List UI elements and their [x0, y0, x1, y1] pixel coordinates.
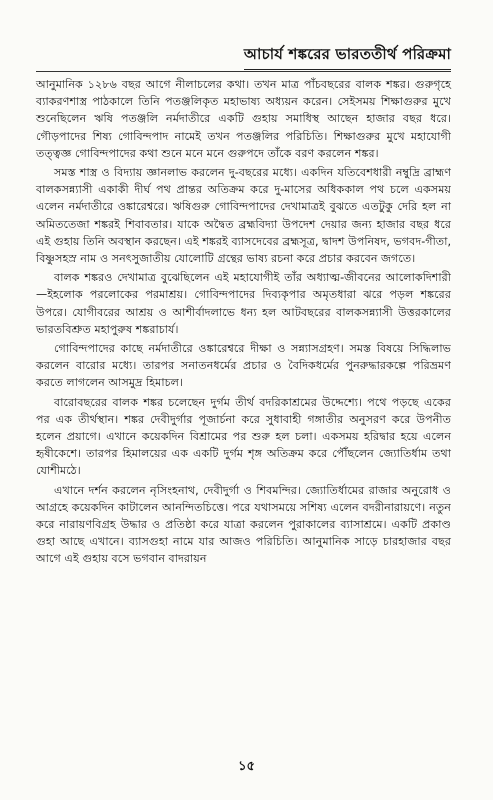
paragraph-1: আনুমানিক ১২৮৬ বছর আগে নীলাচলের কথা। তখন মাত্র পাঁচবছরের বালক শঙ্কর। গুরুগৃহে ব্যাকরণশাস্ত্র পাঠকালে তিনি পতঞ্জলিকৃত মহাভাষ্য অধ্যয়ন করেন। সেইসময় শিক্ষাগুরুর মুখে শুনেছিলেন ঋষি পতঞ্জলি নর্মদাতীরে একটি গুহায় সমাধিস্থ আছেন হাজার বছর ধরে। গৌড়পাদের শিষ্য গোবিন্দপাদ নামেই তখন পতঞ্জলির পরিচিতি। শিক্ষাগুরুর মুখে মহাযোগী তত্ত্বজ্ঞ গোবিন্দপাদের কথা শুনে মনে মনে গুরুপদে তাঁকে বরণ করলেন শঙ্কর।	[36, 78, 451, 160]
body-text	[36, 76, 451, 570]
page-number: ১৫	[238, 759, 255, 774]
header-rule	[36, 71, 451, 72]
paragraph-6: এখানে দর্শন করলেন নৃসিংহনাথ, দেবীদুর্গা ও শিবমন্দির। জ্যোতির্ধামের রাজার অনুরোধ ও আগ্রহে কয়েকদিন কাটালেন আনন্দিতচিত্তে। পরে যথাসময়ে সশিষ্য এলেন বদরীনারায়ণে। নতুন করে নারায়ণবিগ্রহ উদ্ধার ও প্রতিষ্ঠা করে যাত্রা করলেন পুরাকালের ব্যাসাশ্রমে। একটি প্রকাণ্ড গুহা আছে এখানে। ব্যাসগুহা নামে যার আজও পরিচিতি। আনুমানিক সাড়ে চারহাজার বছর আগে এই গুহায় বসে ভগবান বাদরায়ন	[36, 483, 451, 566]
paragraph-4: গোবিন্দপাদের কাছে নর্মদাতীরে ওঙ্কারেশ্বরে দীক্ষা ও সন্ন্যাসগ্রহণ। সমস্ত বিষয়ে সিদ্ধিলাভ করলেন বারোর মধ্যে। তারপর সনাতনধর্মের প্রচার ও বৈদিকধর্মের পুনরুদ্ধারকল্পে পরিভ্রমণ করতে লাগলেন আসমুদ্র হিমাচল।	[36, 342, 451, 390]
paragraph-5: বারোবছরের বালক শঙ্কর চলেছেন দুর্গম তীর্থ বদরিকাশ্রমের উদ্দেশ্যে। পথে পড়ছে একের পর এক তীর্থস্থান। শঙ্কর দেবীদুর্গার পূজার্চনা করে সুধাবাহী গঙ্গাতীর অনুসরণ করে উপনীত হলেন প্রয়াগে। এখানে কয়েকদিন বিশ্রামের পর শুরু হল চলা। একসময় হরিদ্বার হয়ে এলেন হৃষীকেশে। তারপর হিমালয়ের এক একটি দুর্গম শৃঙ্গ অতিক্রম করে পৌঁছলেন জ্যোতির্ধাম তথা যোশীমঠে।	[36, 395, 451, 478]
page-title: আচার্য শঙ্করের ভারততীর্থ পরিক্রমা	[244, 43, 451, 70]
paragraph-3: বালক শঙ্করও দেখামাত্র বুঝেছিলেন এই মহাযোগীই তাঁর অধ্যাত্ম-জীবনের আলোকদিশারী—ইহলোক পরলোকের পরমাশ্রয়। গোবিন্দপাদের দিব্যকৃপার অমৃতধারা ঝরে পড়ল শঙ্করের উপরে। যোগীবরের আশ্রয় ও আশীর্বাদলাভে ধন্য হল আটবছরের বালকসন্ন্যাসী উত্তরকালের ভারতবিশ্রুত মহাপুরুষ শঙ্করাচার্য।	[36, 271, 451, 336]
paragraph-2: সমস্ত শাস্ত্র ও বিদ্যায় জ্ঞানলাভ করলেন দু-বছরের মধ্যে। একদিন যতিবেশধারী নম্বুদ্রি ব্রাহ্মণ বালকসন্ন্যাসী একাকী দীর্ঘ পথ প্রান্তর অতিক্রম করে দু-মাসের অধিককাল পথ চলে একসময় এলেন নর্মদাতীরে ওঙ্কারেশ্বরে। ঋষিগুরু গোবিন্দপাদের দেখামাত্রই বুঝতে এতটুকু দেরি হল না অমিততেজা শঙ্করই শিবাবতার। যাকে অদ্বৈত ব্রহ্মবিদ্যা উপদেশ দেয়ার জন্য হাজার বছর ধরে এই গুহায় তিনি অবস্থান করছেন। এই শঙ্করই ব্যাসদেবের ব্রহ্মসূত্র, দ্বাদশ উপনিষদ, ভগবদ-গীতা, বিষ্ণুসহস্র নাম ও সনৎসুজাতীয় যোলোটি গ্রন্থের ভাষ্য রচনা করে প্রচার করবেন জগতে।	[36, 166, 451, 266]
running-head	[0, 44, 493, 70]
